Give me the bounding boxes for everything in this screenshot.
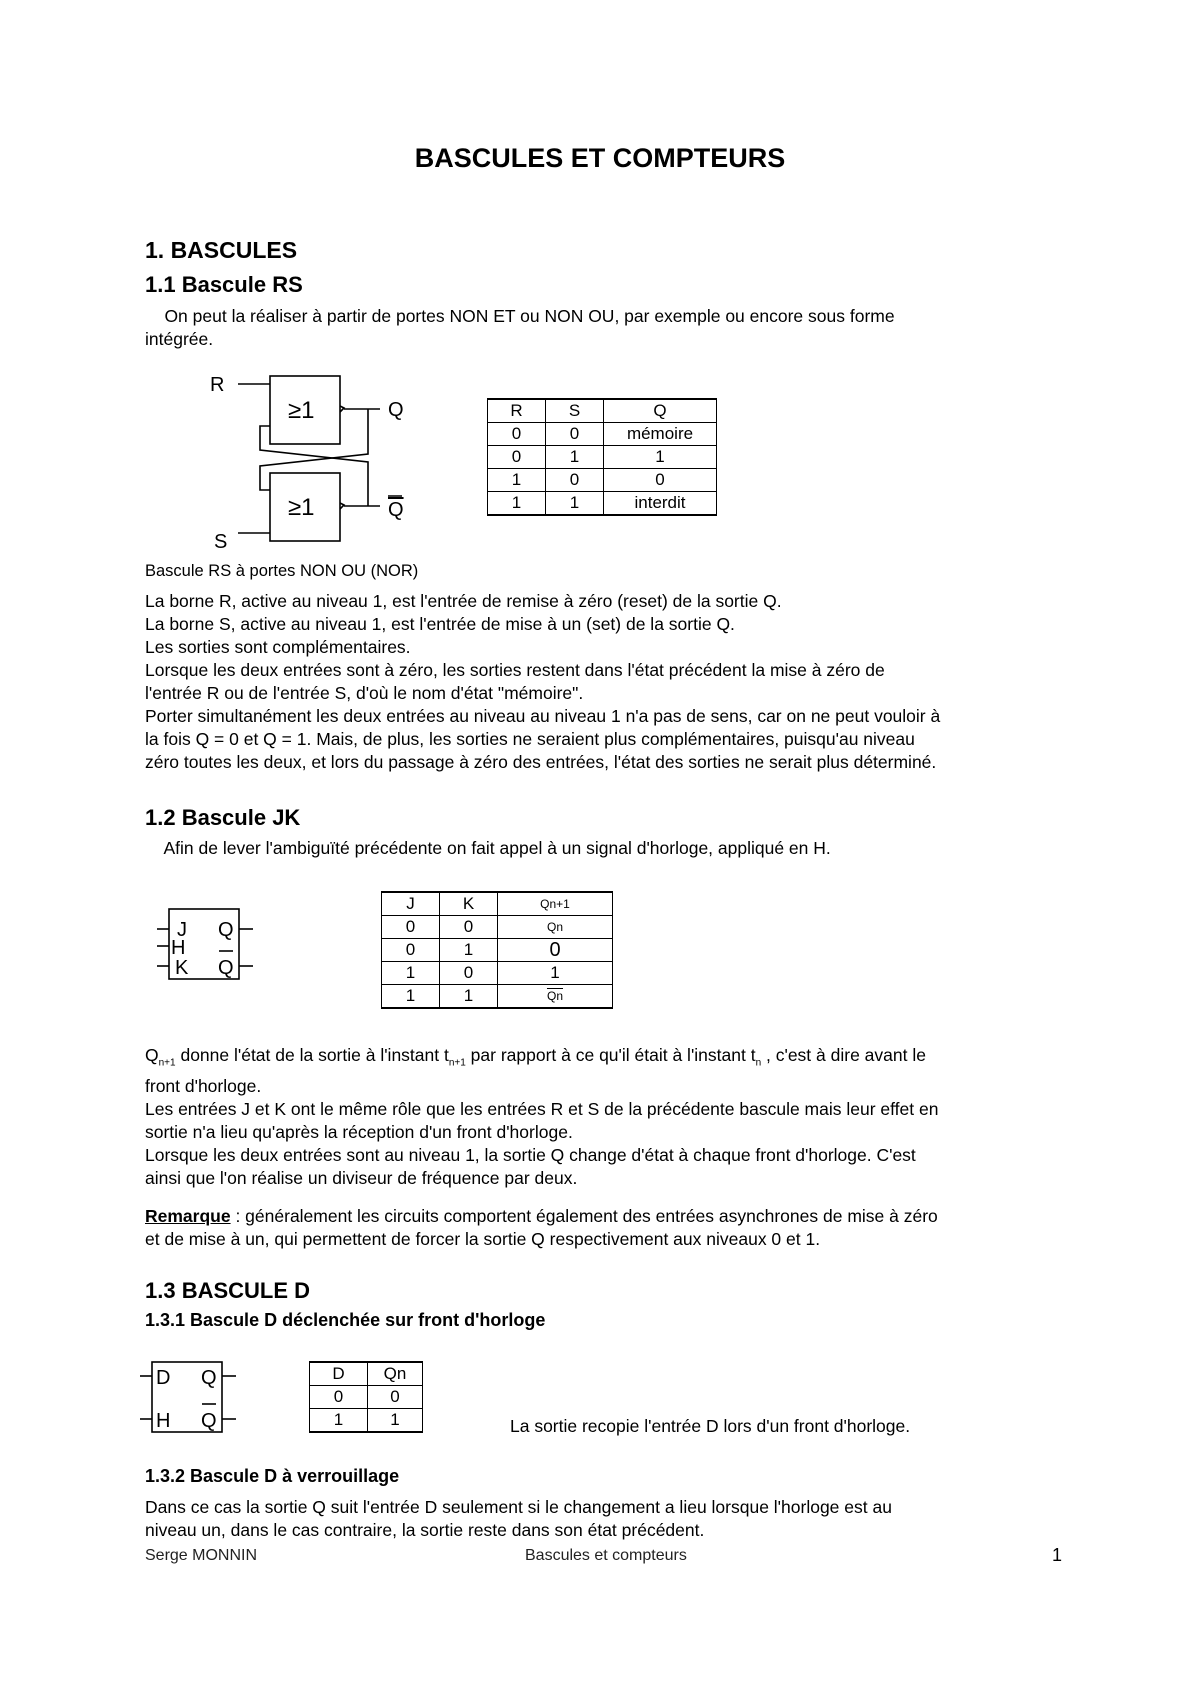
rs-output-q: Q	[388, 399, 404, 421]
text-run: , c'est à dire avant le	[761, 1045, 926, 1065]
jk-output-q: Q	[218, 919, 234, 941]
table-header: J	[382, 892, 440, 916]
table-row	[488, 469, 717, 492]
paragraph-line: zéro toutes les deux, et lors du passage à zéro des entrées, l'état des sorties ne serait plus déterminé.	[145, 752, 937, 772]
table-cell: 1	[546, 492, 604, 516]
paragraph-line: Lorsque les deux entrées sont à zéro, les sorties restent dans l'état précédent la mise à zéro de	[145, 660, 885, 680]
d-input-d: D	[156, 1367, 171, 1389]
rs-output-qbar: Q	[388, 499, 404, 521]
jk-intro: Afin de lever l'ambiguïté précédente on fait appel à un signal d'horloge, appliqué en H.	[145, 838, 831, 858]
paragraph-line	[145, 1205, 1065, 1228]
table-cell: 0	[604, 469, 717, 492]
table-header: Q	[604, 399, 717, 423]
jk-remark	[145, 1205, 1065, 1251]
table-cell: 1	[368, 1409, 423, 1433]
text-run: par rapport à ce qu'il était à l'instant t	[465, 1045, 756, 1065]
paragraph-line: Les entrées J et K ont le même rôle que les entrées R et S de la précédente bascule mais leur effet en	[145, 1098, 939, 1119]
section-1-1-heading: 1.1 Bascule RS	[145, 272, 303, 297]
table-row	[310, 1409, 423, 1433]
paragraph-line: niveau un, dans le cas contraire, la sortie reste dans son état précédent.	[145, 1520, 705, 1540]
paragraph-line: Lorsque les deux entrées sont au niveau 1, la sortie Q change d'état à chaque front d'horloge. C'est	[145, 1144, 916, 1165]
table-row	[382, 916, 613, 939]
text-run: : généralement les circuits comportent également des entrées asynchrones de mise à zéro	[230, 1206, 938, 1226]
paragraph-line: front d'horloge.	[145, 1075, 262, 1096]
jk-input-k: K	[175, 957, 189, 979]
paragraph-line: l'entrée R ou de l'entrée S, d'où le nom d'état "mémoire".	[145, 683, 584, 703]
table-row	[488, 423, 717, 446]
table-row	[382, 985, 613, 1009]
table-header: Qn+1	[498, 892, 613, 916]
table-cell: 0	[488, 446, 546, 469]
table-cell: Qn	[498, 916, 613, 939]
table-cell: 0	[382, 939, 440, 962]
jk-truth-table	[381, 891, 613, 1009]
table-cell: $\overline{Qn}$	[498, 985, 613, 1009]
table-header: K	[440, 892, 498, 916]
footer-author: Serge MONNIN	[145, 1547, 258, 1564]
table-cell: 0	[498, 939, 613, 962]
rs-intro	[145, 305, 1065, 351]
rs-intro-line: On peut la réaliser à partir de portes NON ET ou NON OU, par exemple ou encore sous forme	[145, 306, 895, 326]
rs-truth-table	[487, 398, 717, 516]
paragraph-line: ainsi que l'on réalise un diviseur de fréquence par deux.	[145, 1167, 578, 1188]
subscript: n	[755, 1057, 762, 1069]
d-output-q: Q	[201, 1367, 217, 1389]
table-cell: 1	[310, 1409, 368, 1433]
table-cell: 0	[488, 423, 546, 446]
paragraph-line: et de mise à un, qui permettent de forcer la sortie Q respectivement aux niveaux 0 et 1.	[145, 1229, 821, 1249]
subscript: n+1	[158, 1057, 176, 1069]
jk-description	[145, 1044, 1065, 1190]
table-cell: 1	[440, 939, 498, 962]
jk-input-h: H	[171, 937, 186, 959]
latch-body	[145, 1496, 1065, 1542]
table-header: D	[310, 1362, 368, 1386]
table-cell: 0	[440, 916, 498, 939]
section-1-3-2-heading: 1.3.2 Bascule D à verrouillage	[145, 1466, 400, 1486]
d-flipflop-symbol	[138, 1357, 243, 1437]
table-row	[382, 939, 613, 962]
d-output-qbar: Q	[201, 1410, 217, 1432]
table-cell: 1	[488, 492, 546, 516]
gate-label-bottom: ≥1	[288, 494, 315, 521]
table-row	[310, 1386, 423, 1409]
table-cell: 1	[440, 985, 498, 1009]
paragraph-line: Porter simultanément les deux entrées au niveau au niveau 1 n'a pas de sens, car on ne peut vouloir à	[145, 706, 941, 726]
d-input-h: H	[156, 1410, 171, 1432]
footer-document: Bascules et compteurs	[525, 1547, 687, 1564]
table-row	[488, 492, 717, 516]
table-cell: 1	[604, 446, 717, 469]
section-1-3-heading: 1.3 BASCULE D	[145, 1278, 311, 1303]
table-cell: 1	[382, 962, 440, 985]
table-cell: 0	[382, 916, 440, 939]
jk-output-qbar: Q	[218, 957, 234, 979]
text-run: donne l'état de la sortie à l'instant t	[175, 1045, 449, 1065]
table-cell: mémoire	[604, 423, 717, 446]
table-header: R	[488, 399, 546, 423]
section-1-2-heading: 1.2 Bascule JK	[145, 805, 301, 830]
paragraph-line: La borne R, active au niveau 1, est l'entrée de remise à zéro (reset) de la sortie Q.	[145, 591, 782, 611]
section-1-3-1-heading: 1.3.1 Bascule D déclenchée sur front d'horloge	[145, 1310, 546, 1330]
table-cell: 1	[498, 962, 613, 985]
jk-flipflop-symbol	[155, 905, 260, 985]
qn1-symbol: Q	[145, 1045, 159, 1065]
table-cell: 0	[546, 469, 604, 492]
paragraph-line: la fois Q = 0 et Q = 1. Mais, de plus, les sorties ne seraient plus complémentaires, puisqu'au niveau	[145, 729, 915, 749]
page-title: BASCULES ET COMPTEURS	[414, 143, 786, 173]
table-row	[488, 446, 717, 469]
table-cell: 1	[546, 446, 604, 469]
rs-label-r: R	[210, 374, 225, 396]
rs-label-s: S	[214, 531, 228, 550]
paragraph-line: sortie n'a lieu qu'après la réception d'un front d'horloge.	[145, 1121, 573, 1142]
table-cell: 1	[382, 985, 440, 1009]
table-header: S	[546, 399, 604, 423]
rs-caption: Bascule RS à portes NON OU (NOR)	[145, 562, 419, 580]
d-note: La sortie recopie l'entrée D lors d'un front d'horloge.	[510, 1416, 911, 1436]
section-1-heading: 1. BASCULES	[145, 237, 298, 263]
rs-body	[145, 590, 1065, 774]
table-cell: interdit	[604, 492, 717, 516]
gate-label-top: ≥1	[288, 397, 315, 424]
d-truth-table	[309, 1361, 423, 1433]
table-cell: 0	[310, 1386, 368, 1409]
remark-label: Remarque	[145, 1206, 231, 1226]
table-cell: 0	[546, 423, 604, 446]
rs-intro-line: intégrée.	[145, 329, 214, 349]
jk-input-j: J	[177, 919, 187, 941]
table-header: Qn	[368, 1362, 423, 1386]
table-row	[382, 962, 613, 985]
table-cell: 0	[368, 1386, 423, 1409]
paragraph-line: La borne S, active au niveau 1, est l'entrée de mise à un (set) de la sortie Q.	[145, 614, 735, 634]
rs-latch-diagram	[200, 370, 440, 550]
paragraph-line: Dans ce cas la sortie Q suit l'entrée D seulement si le changement a lieu lorsque l'horloge est au	[145, 1497, 892, 1517]
table-row	[310, 1362, 423, 1386]
table-row	[488, 399, 717, 423]
footer-page-number: 1	[1052, 1545, 1063, 1565]
subscript: n+1	[448, 1057, 466, 1069]
paragraph-line: Les sorties sont complémentaires.	[145, 637, 411, 657]
table-row	[382, 892, 613, 916]
table-cell: 0	[440, 962, 498, 985]
table-cell: 1	[488, 469, 546, 492]
paragraph-line	[145, 1044, 1065, 1075]
